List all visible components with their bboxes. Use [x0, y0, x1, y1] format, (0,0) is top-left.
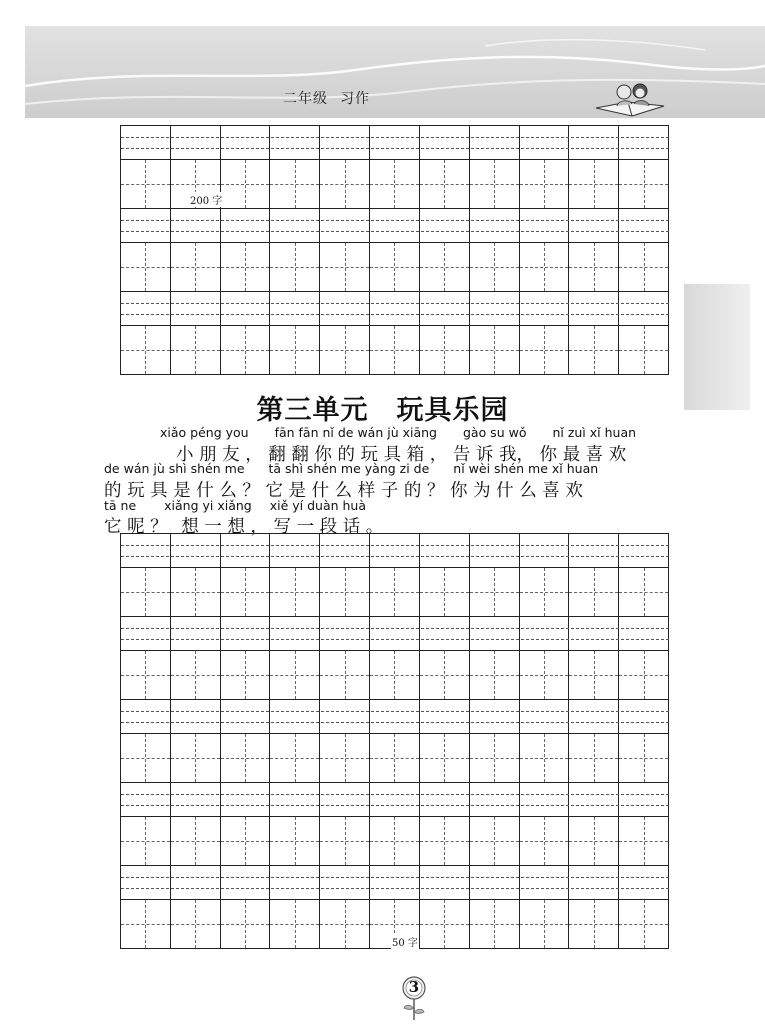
hanzi-cell	[221, 243, 271, 291]
pinyin-line-2	[104, 461, 598, 476]
hanzi-segment: 你 最 喜 欢	[539, 445, 627, 465]
hanzi-cell	[520, 651, 570, 699]
pinyin-cell	[420, 866, 470, 899]
pinyin-cell	[320, 783, 370, 816]
page-number-badge	[399, 976, 429, 1006]
hanzi-cell	[520, 160, 570, 208]
hanzi-cell	[420, 160, 470, 208]
pinyin-cell	[221, 866, 271, 899]
word-count-marker: 200 字	[189, 192, 223, 207]
pinyin-cell	[121, 126, 171, 159]
pinyin-guide-line	[121, 711, 669, 712]
hanzi-cell	[520, 243, 570, 291]
hanzi-cell	[320, 651, 370, 699]
hanzi-cell	[221, 326, 271, 374]
hanzi-cell	[320, 243, 370, 291]
hanzi-cell	[470, 326, 520, 374]
pinyin-cell	[520, 292, 570, 325]
pinyin-cell	[121, 783, 171, 816]
pinyin-guide-line	[121, 220, 669, 221]
writing-grid-top	[120, 125, 669, 375]
hanzi-row	[121, 651, 669, 700]
pinyin-cell	[370, 617, 420, 650]
pinyin-cell	[270, 126, 320, 159]
pinyin-segment: nǐ zuì xǐ huan	[552, 425, 637, 440]
children-reading-icon	[592, 80, 670, 120]
hanzi-cell	[121, 568, 171, 616]
pinyin-guide-line	[121, 722, 669, 723]
pinyin-row	[121, 700, 669, 734]
hanzi-row	[121, 734, 669, 783]
hanzi-cell	[221, 568, 271, 616]
pinyin-cell	[370, 534, 420, 567]
pinyin-cell	[470, 700, 520, 733]
pinyin-cell	[221, 292, 271, 325]
pinyin-cell	[470, 866, 520, 899]
hanzi-cell	[470, 734, 520, 782]
hanzi-segment: 想 一 想 ，	[181, 517, 268, 537]
pinyin-cell	[320, 534, 370, 567]
pinyin-cell	[171, 700, 221, 733]
hanzi-cell	[221, 651, 271, 699]
hanzi-cell	[370, 160, 420, 208]
header-subject: 习作	[340, 91, 370, 107]
pinyin-cell	[420, 292, 470, 325]
hanzi-cell	[221, 900, 271, 948]
pinyin-cell	[520, 617, 570, 650]
pinyin-cell	[520, 534, 570, 567]
pinyin-cell	[121, 292, 171, 325]
hanzi-row	[121, 326, 669, 375]
pinyin-cell	[171, 292, 221, 325]
hanzi-segment: 翻 翻 你 的 玩 具 箱 ，	[268, 445, 448, 465]
hanzi-cell	[121, 243, 171, 291]
pinyin-cell	[221, 534, 271, 567]
unit-number: 第三单元	[256, 395, 369, 426]
hanzi-cell	[320, 568, 370, 616]
pinyin-cell	[270, 534, 320, 567]
hanzi-cell	[569, 900, 619, 948]
hanzi-row	[121, 568, 669, 617]
pinyin-cell	[171, 783, 221, 816]
pinyin-cell	[420, 700, 470, 733]
hanzi-cell	[569, 243, 619, 291]
pinyin-cell	[420, 534, 470, 567]
hanzi-cell	[171, 651, 221, 699]
pinyin-cell	[619, 209, 669, 242]
hanzi-cell	[370, 651, 420, 699]
pinyin-cell	[270, 783, 320, 816]
hanzi-cell	[270, 243, 320, 291]
hanzi-cell	[121, 160, 171, 208]
pinyin-guide-line	[121, 805, 669, 806]
pinyin-cell	[370, 126, 420, 159]
pinyin-row	[121, 534, 669, 568]
hanzi-cell	[420, 900, 470, 948]
pinyin-guide-line	[121, 545, 669, 546]
hanzi-cell	[270, 326, 320, 374]
pinyin-cell	[121, 209, 171, 242]
pinyin-cell	[619, 783, 669, 816]
pinyin-cell	[221, 209, 271, 242]
pinyin-cell	[121, 700, 171, 733]
pinyin-cell	[569, 292, 619, 325]
hanzi-cell	[171, 326, 221, 374]
pinyin-cell	[420, 209, 470, 242]
hanzi-cell	[270, 568, 320, 616]
hanzi-cell	[420, 568, 470, 616]
page-number: 3	[408, 978, 420, 996]
hanzi-cell	[370, 734, 420, 782]
hanzi-cell	[171, 817, 221, 865]
pinyin-cell	[121, 617, 171, 650]
pinyin-guide-line	[121, 314, 669, 315]
pinyin-cell	[520, 209, 570, 242]
pinyin-segment: xiǎng yi xiǎng	[164, 498, 252, 513]
hanzi-cell	[470, 160, 520, 208]
header-title	[283, 88, 382, 108]
hanzi-cell	[470, 900, 520, 948]
pinyin-row	[121, 126, 669, 160]
pinyin-cell	[270, 292, 320, 325]
pinyin-guide-line	[121, 231, 669, 232]
pinyin-cell	[221, 126, 271, 159]
pinyin-cell	[470, 209, 520, 242]
pinyin-cell	[569, 126, 619, 159]
hanzi-cell	[619, 326, 669, 374]
hanzi-row	[121, 243, 669, 292]
hanzi-cell	[320, 734, 370, 782]
pinyin-cell	[370, 700, 420, 733]
hanzi-cell	[619, 734, 669, 782]
hanzi-cell	[520, 734, 570, 782]
pinyin-cell	[171, 209, 221, 242]
hanzi-cell	[470, 817, 520, 865]
pinyin-cell	[619, 617, 669, 650]
pinyin-cell	[171, 866, 221, 899]
pinyin-cell	[320, 292, 370, 325]
pinyin-cell	[171, 534, 221, 567]
pinyin-cell	[320, 866, 370, 899]
hanzi-cell	[520, 568, 570, 616]
hanzi-cell	[619, 243, 669, 291]
pinyin-guide-line	[121, 877, 669, 878]
pinyin-cell	[221, 783, 271, 816]
unit-title	[0, 388, 765, 427]
pinyin-guide-line	[121, 794, 669, 795]
hanzi-cell	[270, 817, 320, 865]
hanzi-cell	[320, 817, 370, 865]
pinyin-guide-line	[121, 137, 669, 138]
pinyin-line-1	[160, 425, 636, 440]
pinyin-cell	[619, 534, 669, 567]
pinyin-segment: xiǎo péng you	[160, 425, 249, 440]
hanzi-cell	[270, 160, 320, 208]
pinyin-cell	[370, 209, 420, 242]
pinyin-cell	[320, 209, 370, 242]
pinyin-cell	[320, 617, 370, 650]
pinyin-segment: tā shì shén me yàng zi de	[268, 461, 430, 476]
pinyin-cell	[569, 209, 619, 242]
hanzi-cell	[619, 568, 669, 616]
pinyin-cell	[270, 617, 320, 650]
hanzi-cell	[520, 326, 570, 374]
pinyin-cell	[270, 209, 320, 242]
hanzi-cell	[320, 900, 370, 948]
pinyin-cell	[470, 126, 520, 159]
pinyin-segment: de wán jù shì shén me	[104, 461, 245, 476]
pinyin-cell	[171, 126, 221, 159]
pinyin-cell	[520, 700, 570, 733]
hanzi-cell	[370, 817, 420, 865]
hanzi-cell	[420, 326, 470, 374]
hanzi-cell	[121, 734, 171, 782]
pinyin-cell	[569, 617, 619, 650]
hanzi-segment: 小 朋 友 ，	[176, 445, 263, 465]
pinyin-cell	[470, 617, 520, 650]
hanzi-cell	[270, 734, 320, 782]
pinyin-cell	[121, 534, 171, 567]
pinyin-cell	[569, 866, 619, 899]
hanzi-segment: 它 呢 ？	[104, 517, 168, 537]
pinyin-guide-line	[121, 303, 669, 304]
hanzi-row	[121, 817, 669, 866]
pinyin-row	[121, 866, 669, 900]
hanzi-segment: 的 玩 具 是 什 么 ？	[104, 481, 260, 501]
hanzi-cell	[619, 160, 669, 208]
pinyin-guide-line	[121, 888, 669, 889]
pinyin-cell	[221, 700, 271, 733]
pinyin-cell	[470, 534, 520, 567]
hanzi-cell	[420, 243, 470, 291]
pinyin-cell	[320, 126, 370, 159]
pinyin-cell	[569, 534, 619, 567]
hanzi-cell	[370, 243, 420, 291]
pinyin-line-3	[104, 498, 366, 513]
pinyin-cell	[470, 292, 520, 325]
hanzi-cell	[221, 817, 271, 865]
pinyin-cell	[520, 126, 570, 159]
hanzi-segment: 你 为 什 么 喜 欢	[450, 481, 583, 501]
hanzi-cell	[121, 817, 171, 865]
pinyin-cell	[420, 617, 470, 650]
pinyin-cell	[520, 866, 570, 899]
hanzi-cell	[370, 568, 420, 616]
pinyin-cell	[569, 700, 619, 733]
hanzi-cell	[569, 734, 619, 782]
pinyin-row	[121, 209, 669, 243]
pinyin-cell	[619, 292, 669, 325]
unit-name: 玩具乐园	[396, 395, 509, 426]
pinyin-cell	[420, 126, 470, 159]
pinyin-cell	[221, 617, 271, 650]
pinyin-guide-line	[121, 556, 669, 557]
pinyin-guide-line	[121, 639, 669, 640]
pinyin-cell	[270, 700, 320, 733]
hanzi-cell	[569, 568, 619, 616]
hanzi-cell	[171, 734, 221, 782]
pinyin-cell	[320, 700, 370, 733]
pinyin-cell	[171, 617, 221, 650]
hanzi-cell	[470, 651, 520, 699]
header-grade: 二年级	[283, 91, 328, 107]
pinyin-cell	[569, 783, 619, 816]
hanzi-cell	[520, 900, 570, 948]
pinyin-cell	[370, 866, 420, 899]
hanzi-cell	[619, 900, 669, 948]
pinyin-segment: xiě yí duàn huà	[269, 498, 367, 513]
pinyin-cell	[270, 866, 320, 899]
pinyin-row	[121, 783, 669, 817]
hanzi-cell	[619, 817, 669, 865]
pinyin-row	[121, 617, 669, 651]
pinyin-cell	[121, 866, 171, 899]
hanzi-cell	[171, 243, 221, 291]
hanzi-cell	[569, 326, 619, 374]
hanzi-cell	[221, 160, 271, 208]
pinyin-cell	[520, 783, 570, 816]
hanzi-cell	[569, 651, 619, 699]
hanzi-segment: 告 诉 我，	[452, 445, 534, 465]
word-count-marker: 50 字	[391, 934, 419, 949]
hanzi-cell	[619, 651, 669, 699]
pinyin-cell	[370, 783, 420, 816]
writing-grid-bottom	[120, 533, 669, 949]
pinyin-row	[121, 292, 669, 326]
hanzi-cell	[520, 817, 570, 865]
hanzi-cell	[569, 817, 619, 865]
pinyin-guide-line	[121, 148, 669, 149]
pinyin-cell	[420, 783, 470, 816]
pinyin-cell	[619, 126, 669, 159]
hanzi-cell	[420, 734, 470, 782]
hanzi-cell	[171, 900, 221, 948]
hanzi-cell	[320, 160, 370, 208]
hanzi-cell	[171, 568, 221, 616]
pinyin-segment: tā ne	[104, 498, 137, 513]
hanzi-cell	[221, 734, 271, 782]
hanzi-cell	[370, 326, 420, 374]
pinyin-cell	[470, 783, 520, 816]
hanzi-cell	[420, 817, 470, 865]
pinyin-cell	[370, 292, 420, 325]
hanzi-cell	[270, 900, 320, 948]
hanzi-cell	[569, 160, 619, 208]
hanzi-cell	[470, 568, 520, 616]
hanzi-cell	[121, 326, 171, 374]
hanzi-cell	[270, 651, 320, 699]
hanzi-cell	[121, 651, 171, 699]
hanzi-cell	[320, 326, 370, 374]
pinyin-segment: fān fān nǐ de wán jù xiāng	[274, 425, 437, 440]
hanzi-cell	[470, 243, 520, 291]
hanzi-cell	[420, 651, 470, 699]
pinyin-segment: gào su wǒ	[462, 425, 527, 440]
pinyin-segment: nǐ wèi shén me xǐ huan	[453, 461, 599, 476]
pinyin-cell	[619, 700, 669, 733]
hanzi-segment: 写 一 段 话 。	[273, 517, 384, 537]
hanzi-cell	[121, 900, 171, 948]
hanzi-segment: 它 是 什 么 样 子 的 ？	[265, 481, 445, 501]
pinyin-guide-line	[121, 628, 669, 629]
pinyin-cell	[619, 866, 669, 899]
